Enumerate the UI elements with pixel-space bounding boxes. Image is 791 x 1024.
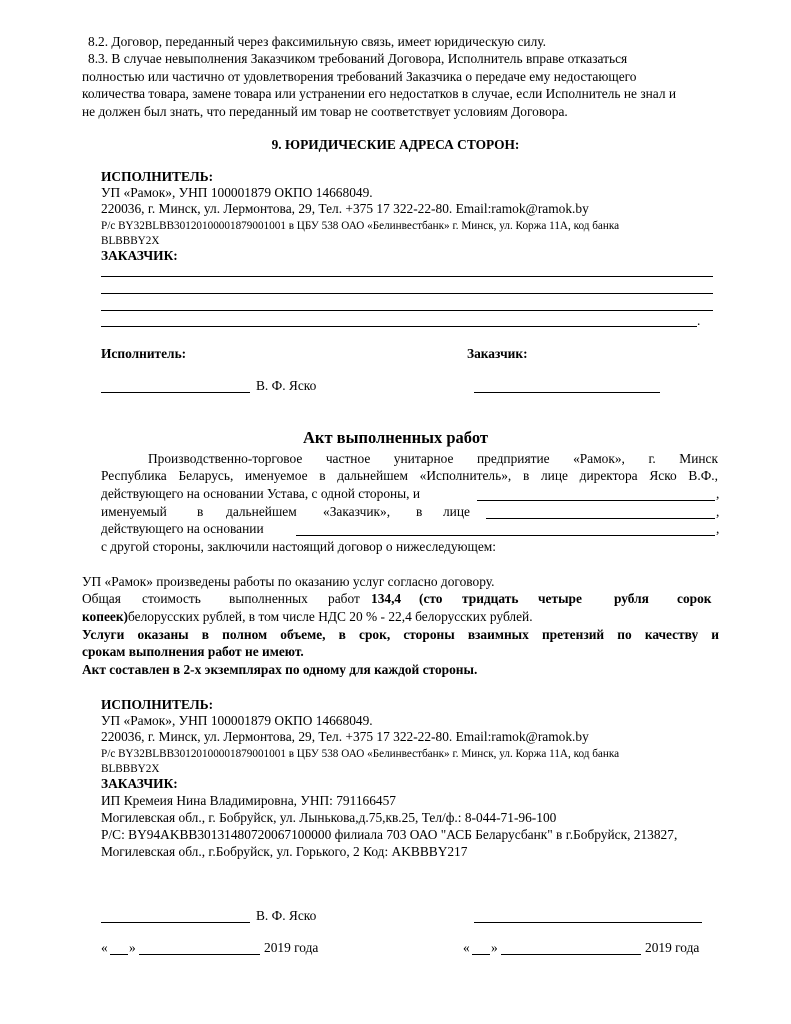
signature-executor-line [101, 392, 250, 393]
act-signature-executor-line [101, 922, 250, 923]
act-comma-3: , [716, 521, 720, 536]
act-intro-l4-w5: в [416, 504, 423, 519]
act-intro-line-2: Республика Беларусь, именуемое в дальнейшем «Исполнитель», в лице директора Яско В.Ф., [101, 468, 718, 483]
signature-customer-line [474, 392, 660, 393]
customer-blank-line-4 [101, 326, 697, 327]
customer-blank-line-1 [101, 276, 713, 277]
customer-blank-line-3 [101, 310, 713, 311]
clause-8-3-line-1: 8.3. В случае невыполнения Заказчиком требований Договора, Исполнитель вправе отказаться [88, 51, 628, 66]
clause-8-3-line-3: количества товара, замене товара или устранении его недостатков в случае, если Исполнитель не знал и [82, 86, 677, 101]
act-copies: Акт составлен в 2-х экземплярах по одному для каждой стороны. [82, 662, 478, 677]
act-signature-customer-line [474, 922, 702, 923]
act-party-blank-1 [477, 500, 715, 501]
act-date-customer-month-blank [501, 954, 641, 955]
act-cost-w1: Общая [82, 591, 121, 606]
act-cost-w9: рубля [614, 591, 649, 606]
act-date-customer-day-blank [472, 954, 490, 955]
act-date-executor-year: 2019 года [264, 940, 319, 955]
act-intro-l4-w1: именуемый [101, 504, 167, 519]
act-date-executor-month-blank [139, 954, 260, 955]
act-comma-1: , [716, 486, 720, 501]
act-executor-line-2: 220036, г. Минск, ул. Лермонтова, 29, Тел. +375 17 322-22-80. Email:ramok@ramok.by [101, 729, 589, 744]
customer-blank-end-dot: . [697, 313, 701, 328]
executor-line-1: УП «Рамок», УНП 100001879 ОКПО 14668049. [101, 185, 373, 200]
addresses-heading: 9. ЮРИДИЧЕСКИЕ АДРЕСА СТОРОН: [271, 137, 520, 152]
act-date-customer-close-quote: » [491, 940, 498, 955]
act-cost-w8: четыре [538, 591, 582, 606]
act-cost-vat: белорусских рублей, в том числе НДС 20 % - 22,4 белорусских рублей. [128, 609, 533, 624]
act-basis-blank [296, 535, 715, 536]
act-date-executor-close-quote: » [129, 940, 136, 955]
act-cost-w7: тридцать [462, 591, 519, 606]
act-intro-l4-w3: дальнейшем [226, 504, 297, 519]
act-cost-w3: выполненных [229, 591, 308, 606]
act-intro-line-6: с другой стороны, заключили настоящий договор о нижеследующем: [101, 539, 496, 554]
act-services-line-1: Услуги оказаны в полном объеме, в срок, стороны взаимных претензий по качеству и [82, 627, 719, 642]
act-executor-line-1: УП «Рамок», УНП 100001879 ОКПО 14668049. [101, 713, 373, 728]
act-customer-line-4: Могилевская обл., г.Бобруйск, ул. Горького, 2 Код: AKBBBY217 [101, 844, 468, 859]
signature-executor-label: Исполнитель: [101, 346, 187, 361]
executor-line-2: 220036, г. Минск, ул. Лермонтова, 29, Тел. +375 17 322-22-80. Email:ramok@ramok.by [101, 201, 589, 216]
act-cost-w2: стоимость [142, 591, 201, 606]
executor-line-4: BLBBBY2X [101, 235, 160, 247]
act-date-customer-year: 2019 года [645, 940, 700, 955]
act-customer-label: ЗАКАЗЧИК: [101, 776, 178, 791]
act-customer-line-1: ИП Кремеия Нина Владимировна, УНП: 791166457 [101, 793, 396, 808]
act-intro-line-1: Производственно-торговое частное унитарное предприятие «Рамок», г. Минск [148, 451, 718, 466]
act-signature-executor-name: В. Ф. Яско [256, 908, 317, 923]
act-work-done: УП «Рамок» произведены работы по оказанию услуг согласно договору. [82, 574, 495, 589]
executor-label: ИСПОЛНИТЕЛЬ: [101, 169, 214, 184]
act-cost-line-2 [82, 609, 533, 625]
act-executor-line-4: BLBBBY2X [101, 763, 160, 775]
act-cost-amount: 134,4 [371, 591, 402, 606]
act-representative-blank [486, 518, 715, 519]
act-date-executor-open-quote: « [101, 940, 108, 955]
act-services-line-2: срокам выполнения работ не имеют. [82, 644, 304, 659]
act-cost-w6: (сто [419, 591, 443, 606]
act-cost-w4: работ [328, 591, 360, 606]
act-intro-l4-w2: в [197, 504, 204, 519]
act-cost-w10: сорок [677, 591, 712, 606]
customer-label: ЗАКАЗЧИК: [101, 248, 178, 263]
act-intro-line-5: действующего на основании [101, 521, 264, 536]
act-executor-line-3: Р/с BY32BLBB30120100001879001001 в ЦБУ 538 ОАО «Белинвестбанк» г. Минск, ул. Коржа 11А, код банка [101, 748, 620, 760]
act-date-customer-open-quote: « [463, 940, 470, 955]
clause-8-2: 8.2. Договор, переданный через факсимильную связь, имеет юридическую силу. [88, 34, 546, 49]
act-intro-l4-w6: лице [443, 504, 470, 519]
act-customer-line-3: Р/С: BY94AKBB30131480720067100000 филиала 703 ОАО "АСБ Беларусбанк" в г.Бобруйск, 213827, [101, 827, 678, 842]
act-customer-line-2: Могилевская обл., г. Бобруйск, ул. Лынькова,д.75,кв.25, Тел/ф.: 8-044-71-96-100 [101, 810, 557, 825]
executor-line-3: Р/с BY32BLBB30120100001879001001 в ЦБУ 538 ОАО «Белинвестбанк» г. Минск, ул. Коржа 11А, код банка [101, 220, 620, 232]
act-title: Акт выполненных работ [303, 428, 488, 447]
act-comma-2: , [716, 504, 720, 519]
act-executor-label: ИСПОЛНИТЕЛЬ: [101, 697, 214, 712]
act-intro-l4-w4: «Заказчик», [323, 504, 391, 519]
act-intro-line-3: действующего на основании Устава, с одной стороны, и [101, 486, 421, 501]
act-cost-kopecks: копеек) [82, 609, 129, 624]
clause-8-3-line-2: полностью или частично от удовлетворения требований Заказчика о передаче ему недостающего [82, 69, 637, 84]
act-date-executor-day-blank [110, 954, 128, 955]
clause-8-3-line-4: не должен был знать, что переданный им товар не соответствует условиям Договора. [82, 104, 568, 119]
customer-blank-line-2 [101, 293, 713, 294]
signature-executor-name: В. Ф. Яско [256, 378, 317, 393]
signature-customer-label: Заказчик: [467, 346, 528, 361]
